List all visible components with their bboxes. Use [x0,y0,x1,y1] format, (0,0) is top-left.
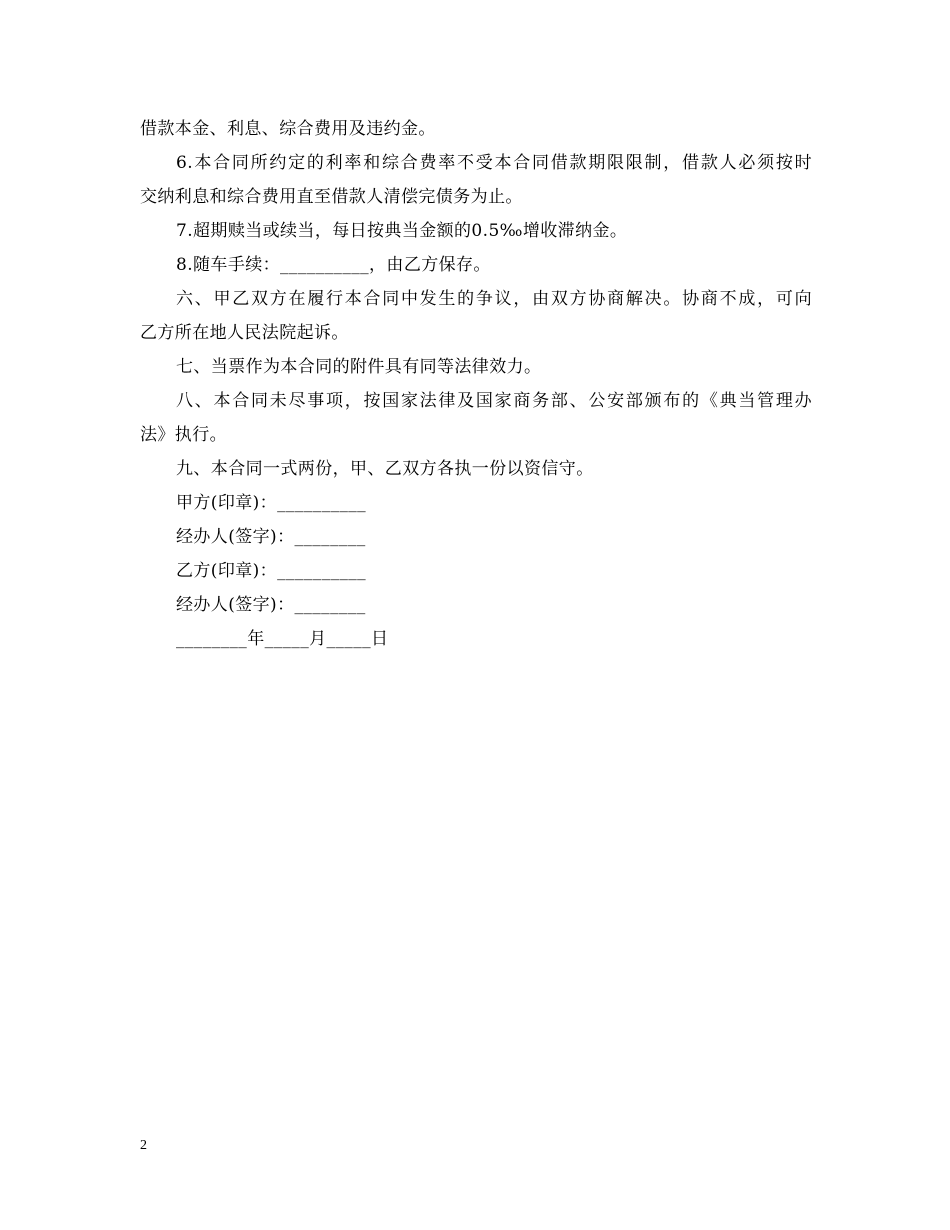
document-line: 九、本合同一式两份，甲、乙双方各执一份以资信守。 [176,459,594,479]
document-line: 七、当票作为本合同的附件具有同等法律效力。 [176,357,542,377]
page-number: 2 [140,1138,147,1153]
document-line: 交纳利息和综合费用直至借款人清偿完债务为止。 [140,187,523,207]
document-line: 经办人(签字)：________ [176,595,366,615]
document-line: 乙方(印章)：__________ [176,561,367,581]
contract-body [140,112,812,656]
document-line: 借款本金、利息、综合费用及违约金。 [140,119,436,139]
document-line: 甲方(印章)：__________ [176,493,367,513]
document-line: 乙方所在地人民法院起诉。 [140,323,349,343]
document-line: 六、甲乙双方在履行本合同中发生的争议，由双方协商解决。协商不成，可向 [176,289,812,309]
document-line: 8.随车手续：__________，由乙方保存。 [176,255,491,275]
document-line: 法》执行。 [140,425,227,445]
document-line: 经办人(签字)：________ [176,527,366,547]
document-line: ________年_____月_____日 [176,629,389,649]
document-line: 6.本合同所约定的利率和综合费率不受本合同借款期限限制，借款人必须按时 [176,153,812,173]
document-line: 八、本合同未尽事项，按国家法律及国家商务部、公安部颁布的《典当管理办 [176,391,812,411]
document-line: 7.超期赎当或续当，每日按典当金额的0.5‰增收滞纳金。 [176,221,628,241]
